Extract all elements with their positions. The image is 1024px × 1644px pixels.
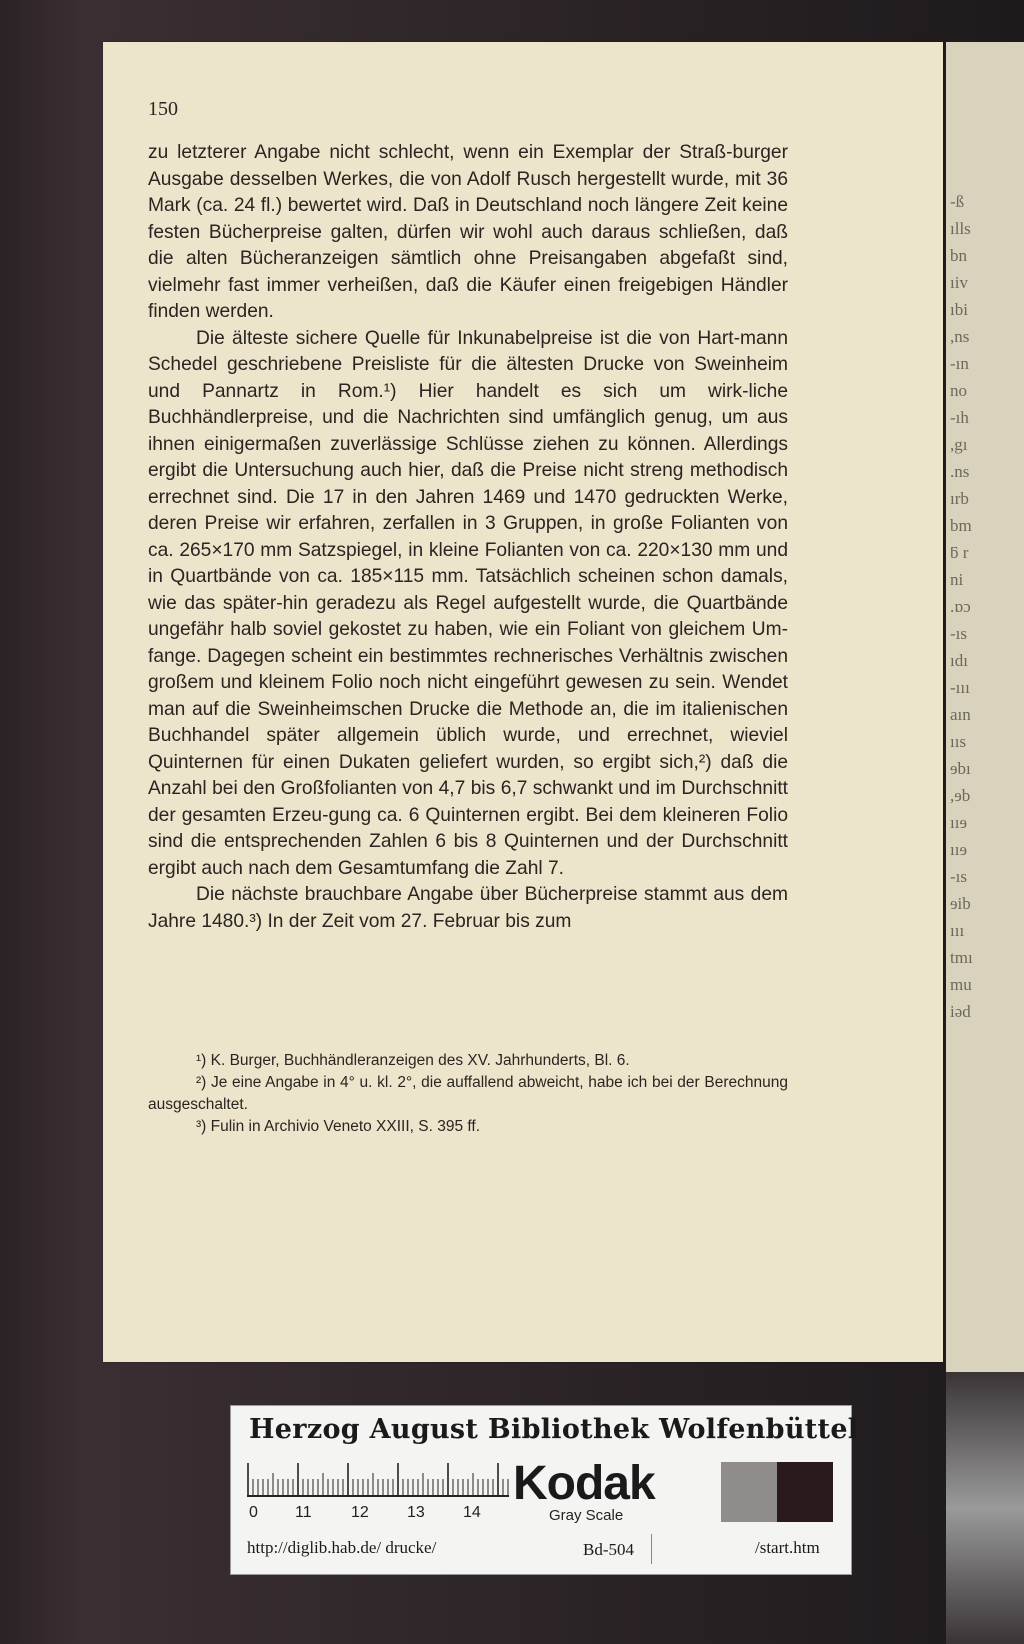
neighbor-text-fragment: .ɒɔ — [950, 597, 971, 616]
gray-scale-label: Gray Scale — [549, 1507, 624, 1524]
neighbor-text-fragment: ılls — [950, 219, 971, 238]
neighbor-page-edge — [946, 42, 1024, 1372]
ruler-ticks — [247, 1461, 509, 1495]
neighbor-text-fragment: ıiv — [950, 273, 968, 292]
neighbor-text-fragment: ırb — [950, 489, 969, 508]
page-number: 150 — [148, 98, 178, 120]
body-text — [148, 140, 788, 935]
neighbor-text-fragment: aın — [950, 705, 971, 724]
ruler-numbers — [247, 1504, 509, 1526]
ruler-number: 13 — [407, 1504, 425, 1521]
neighbor-text-fragment: mu — [950, 975, 972, 994]
ruler-number: 11 — [295, 1504, 312, 1521]
url-text: http://diglib.hab.de/ drucke/ — [247, 1538, 437, 1557]
neighbor-text-fragment: -ıs — [950, 867, 967, 886]
neighbor-text-fragment: no — [950, 381, 967, 400]
ruler-number: 14 — [463, 1504, 481, 1521]
neighbor-text-fragment: tmı — [950, 948, 973, 967]
scanner-edge — [946, 1372, 1024, 1644]
neighbor-text-fragment: bm — [950, 516, 972, 535]
neighbor-text-fragment: ııɘ — [950, 813, 967, 832]
neighbor-text-fragment: ıbi — [950, 300, 968, 319]
neighbor-text-fragment: .ns — [950, 462, 970, 481]
gray-patch — [721, 1462, 777, 1522]
color-target-card — [230, 1405, 859, 1575]
ruler-number: 0 — [249, 1504, 258, 1521]
neighbor-text-fragment: -ın — [950, 354, 969, 373]
neighbor-text-fragment: -ıh — [950, 408, 969, 427]
neighbor-text-fragment: -ıs — [950, 624, 967, 643]
paragraph-2: Die älteste sichere Quelle für Inkunabelpreise ist die von Hart-mann Schedel geschriebene Preisliste für die ältesten Drucke von Sweinheim und Pannartz in Rom.¹) Hier handelt es sich um wirk-liche Buchhändlerpreise, und die Nachrichten sind umfänglich genug, um aus ihnen einigermaßen zuverlässige Schlüsse ziehen zu können. Allerdings ergibt die Untersuchung auch hier, daß die Preise nicht streng methodisch errechnet sind. Die 17 in den Jahren 1469 und 1470 gedruckten Werke, deren Preise wir erfahren, zerfallen in 3 Gruppen, in große Folianten von ca. 265×170 mm Satzspiegel, in kleine Folianten von ca. 220×130 mm und in Quartbände von ca. 185×115 mm. Tatsächlich scheinen schon damals, wie das später-hin geradezu als Regel aufgestellt wurde, die Quartbände ungefähr halb soviel gekostet zu haben, wie ein Foliant von gleichem Um-fange. Dagegen scheint ein bestimmtes rechnerisches Verhältnis zwischen großem und kleinem Folio noch nicht eingeführt gewesen zu sein. Wendet man auf die Sweinheimschen Drucke die Methode an, die im italienischen Buchhandel später allgemein üblich wurde, und errechnet, wieviel Quinternen für einen Dukaten geliefert wurden, so ergibt sich,²) daß die Anzahl bei den Großfolianten von 4,7 bis 6,7 schwankt und im Durchschnitt der gesamten Erzeu-gung ca. 6 Quinternen ergibt. Bei dem kleineren Folio sind die entsprechenden Zahlen 6 bis 8 Quinternen und der Durchschnitt ergibt auch nach dem Gesamtumfang die Zahl 7. — [148, 327, 788, 879]
neighbor-text-fragment: ni — [950, 570, 964, 589]
neighbor-text-fragment: -ß — [950, 192, 965, 211]
footnotes — [148, 1050, 788, 1138]
neighbor-text-fragment: ııı — [950, 921, 965, 940]
ruler-scale — [247, 1461, 509, 1497]
paragraph-3: Die nächste brauchbare Angabe über Bücherpreise stammt aus dem Jahre 1480.³) In der Zeit vom 27. Februar bis zum — [148, 884, 788, 932]
neighbor-text-fragment: ɘbı — [950, 759, 971, 778]
kodak-logo: Kodak — [513, 1457, 655, 1510]
neighbor-text-fragment: ,ns — [950, 327, 970, 346]
separator — [651, 1534, 652, 1564]
footnote-2: ²) Je eine Angabe in 4° u. kl. 2°, die auffallend abweicht, habe ich bei der Berechnung ausgeschaltet. — [148, 1074, 788, 1113]
footnote-1: ¹) K. Burger, Buchhändleranzeigen des XV. Jahrhunderts, Bl. 6. — [196, 1052, 630, 1069]
start-link-text: /start.htm — [755, 1538, 820, 1557]
neighbor-text-fragment: ııɘ — [950, 840, 967, 859]
neighbor-text-fragment: iəd — [950, 1002, 971, 1021]
neighbor-text-fragment: bn — [950, 246, 967, 265]
neighbor-text-fragment: ııs — [950, 732, 967, 751]
library-title: Herzog August Bibliothek Wolfenbüttel — [249, 1414, 859, 1445]
ruler-number: 12 — [351, 1504, 369, 1521]
neighbor-text-fragment: ƃ r — [950, 543, 969, 562]
neighbor-text-fragment: ,ɘb — [950, 786, 971, 805]
neighbor-text-fragment: ɘib — [950, 894, 971, 913]
neighbor-text-fragment: ıdı — [950, 651, 968, 670]
footnote-3: ³) Fulin in Archivio Veneto XXIII, S. 395 ff. — [196, 1118, 481, 1135]
paragraph-1: zu letzterer Angabe nicht schlecht, wenn ein Exemplar der Straß-burger Ausgabe desselben Werkes, die von Adolf Rusch hergestellt wurde, mit 36 Mark (ca. 24 fl.) bewertet wird. Daß in Deutschland noch längere Zeit keine festen Bücherpreise galten, dürfen wir wohl auch daraus schließen, daß die alten Bücheranzeigen sämtlich ohne Preisangaben abgefaßt sind, vielmehr fast immer verheißen, daß die Käufer einen freigebigen Händler finden werden. — [148, 142, 788, 322]
shelfmark: Bd-504 — [583, 1540, 634, 1559]
dark-patch — [777, 1462, 833, 1522]
neighbor-text-fragment: -ııı — [950, 678, 970, 697]
neighbor-text-fragment: ,gı — [950, 435, 968, 454]
